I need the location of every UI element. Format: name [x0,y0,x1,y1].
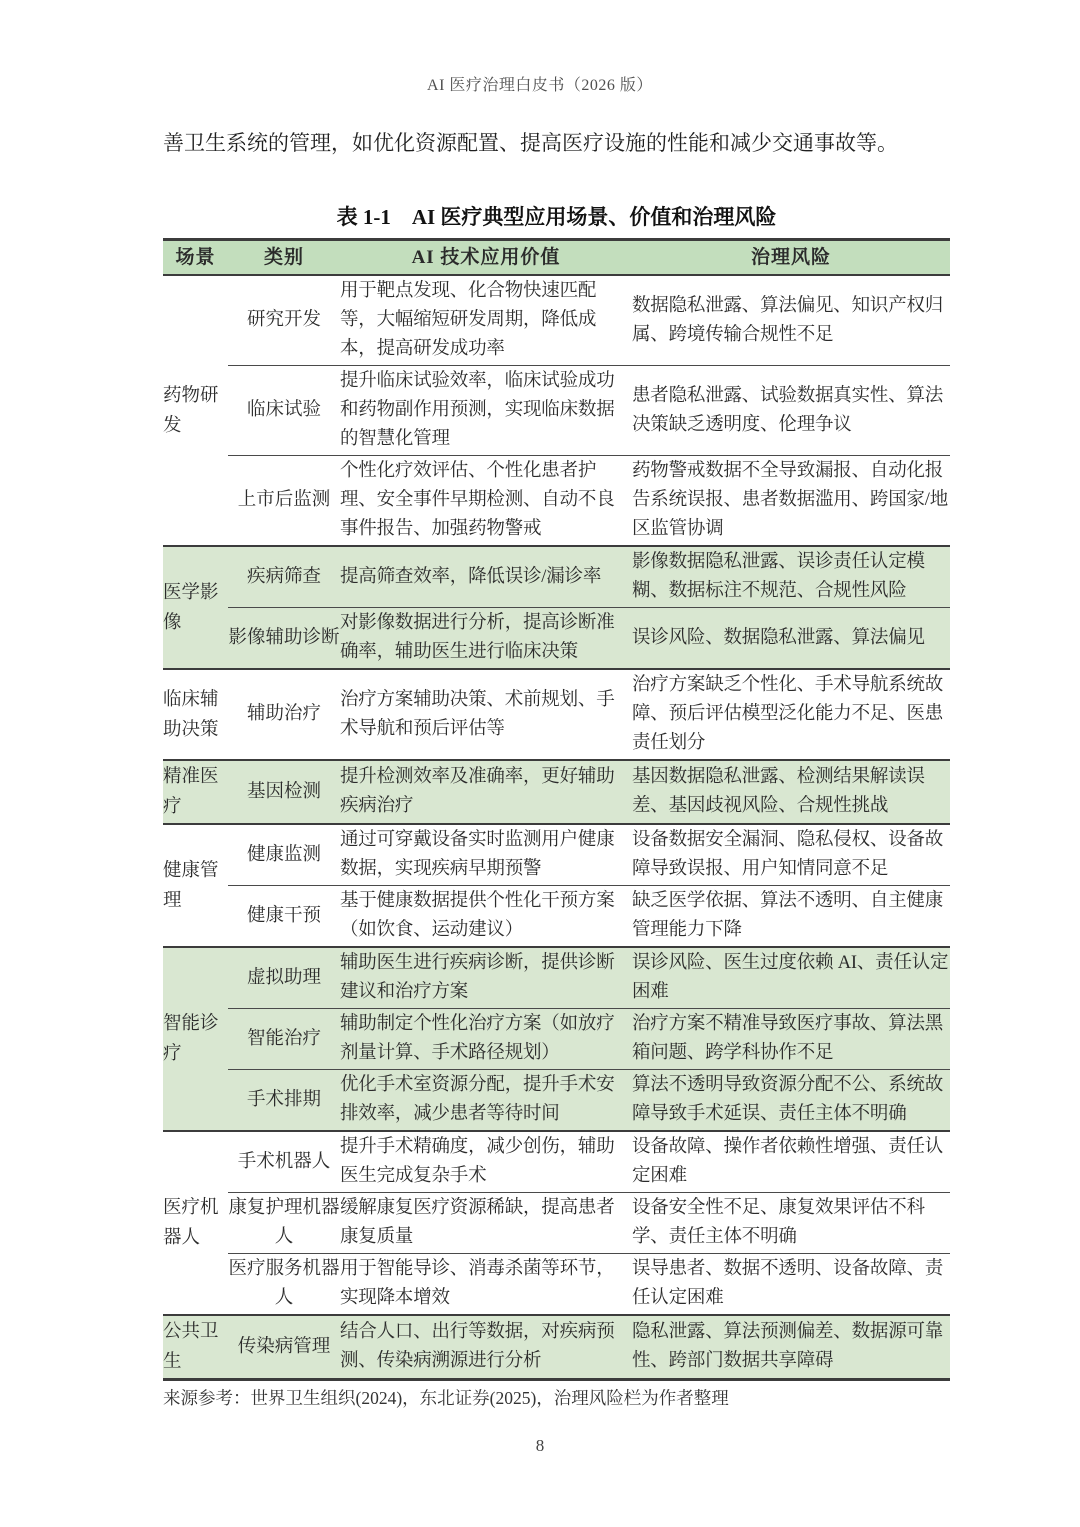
table-row [163,546,950,608]
risk-cell: 设备故障、操作者依赖性增强、责任认定困难 [632,1131,950,1193]
risk-cell: 影像数据隐私泄露、误诊责任认定模糊、数据标注不规范、合规性风险 [632,546,950,608]
scene-cell: 健康管理 [163,824,228,947]
category-cell: 基因检测 [228,760,340,824]
category-cell: 健康监测 [228,824,340,886]
category-cell: 传染病管理 [228,1315,340,1380]
category-cell: 医疗服务机器人 [228,1254,340,1316]
table-row [163,275,950,366]
risk-cell: 药物警戒数据不全导致漏报、自动化报告系统误报、患者数据滥用、跨国家/地区监管协调 [632,456,950,547]
value-cell: 提升临床试验效率，临床试验成功和药物副作用预测，实现临床数据的智慧化管理 [340,366,632,456]
table-header-row [163,240,950,276]
value-cell: 提升检测效率及准确率，更好辅助疾病治疗 [340,760,632,824]
table-row [163,366,950,456]
risk-cell: 缺乏医学依据、算法不透明、自主健康管理能力下降 [632,886,950,948]
category-cell: 研究开发 [228,275,340,366]
risk-cell: 误导患者、数据不透明、设备故障、责任认定困难 [632,1254,950,1316]
scene-cell: 药物研发 [163,275,228,546]
risk-cell: 设备数据安全漏洞、隐私侵权、设备故障导致误报、用户知情同意不足 [632,824,950,886]
value-cell: 优化手术室资源分配，提升手术安排效率，减少患者等待时间 [340,1070,632,1132]
table-row [163,1070,950,1132]
value-cell: 通过可穿戴设备实时监测用户健康数据，实现疾病早期预警 [340,824,632,886]
value-cell: 缓解康复医疗资源稀缺，提高患者康复质量 [340,1193,632,1254]
value-cell: 提升手术精确度，减少创伤，辅助医生完成复杂手术 [340,1131,632,1193]
risk-cell: 基因数据隐私泄露、检测结果解读误差、基因歧视风险、合规性挑战 [632,760,950,824]
table-row [163,1254,950,1316]
value-cell: 用于靶点发现、化合物快速匹配等，大幅缩短研发周期，降低成本，提高研发成功率 [340,275,632,366]
value-cell: 个性化疗效评估、个性化患者护理、安全事件早期检测、自动不良事件报告、加强药物警戒 [340,456,632,547]
application-scenarios-table [163,238,950,1381]
category-cell: 康复护理机器人 [228,1193,340,1254]
scene-cell: 医学影像 [163,546,228,669]
risk-cell: 患者隐私泄露、试验数据真实性、算法决策缺乏透明度、伦理争议 [632,366,950,456]
column-header-scene: 场景 [163,240,228,276]
table-row [163,608,950,670]
scene-cell: 精准医疗 [163,760,228,824]
source-note: 来源参考：世界卫生组织(2024)，东北证券(2025)，治理风险栏为作者整理 [163,1388,729,1408]
table-row [163,886,950,948]
table-header [163,240,950,276]
table-row [163,669,950,760]
table-row [163,1009,950,1070]
risk-cell: 误诊风险、医生过度依赖 AI、责任认定困难 [632,947,950,1009]
scene-cell: 医疗机器人 [163,1131,228,1315]
table-row [163,760,950,824]
category-cell: 影像辅助诊断 [228,608,340,670]
scene-cell: 公共卫生 [163,1315,228,1380]
page-number: 8 [535,1436,545,1455]
scene-cell: 智能诊疗 [163,947,228,1131]
value-cell: 辅助医生进行疾病诊断，提供诊断建议和治疗方案 [340,947,632,1009]
table-row [163,456,950,547]
value-cell: 基于健康数据提供个性化干预方案（如饮食、运动建议） [340,886,632,948]
risk-cell: 设备安全性不足、康复效果评估不科学、责任主体不明确 [632,1193,950,1254]
category-cell: 疾病筛查 [228,546,340,608]
category-cell: 临床试验 [228,366,340,456]
risk-cell: 治疗方案不精准导致医疗事故、算法黑箱问题、跨学科协作不足 [632,1009,950,1070]
table-row [163,824,950,886]
category-cell: 健康干预 [228,886,340,948]
value-cell: 结合人口、出行等数据，对疾病预测、传染病溯源进行分析 [340,1315,632,1380]
risk-cell: 隐私泄露、算法预测偏差、数据源可靠性、跨部门数据共享障碍 [632,1315,950,1380]
category-cell: 手术排期 [228,1070,340,1132]
scene-cell: 临床辅助决策 [163,669,228,760]
column-header-value: AI 技术应用价值 [340,240,632,276]
value-cell: 治疗方案辅助决策、术前规划、手术导航和预后评估等 [340,669,632,760]
value-cell: 辅助制定个性化治疗方案（如放疗剂量计算、手术路径规划） [340,1009,632,1070]
risk-cell: 误诊风险、数据隐私泄露、算法偏见 [632,608,950,670]
table-row [163,947,950,1009]
table-row [163,1193,950,1254]
table-body [163,275,950,1380]
risk-cell: 算法不透明导致资源分配不公、系统故障导致手术延误、责任主体不明确 [632,1070,950,1132]
value-cell: 对影像数据进行分析，提高诊断准确率，辅助医生进行临床决策 [340,608,632,670]
table-row [163,1315,950,1380]
category-cell: 智能治疗 [228,1009,340,1070]
value-cell: 用于智能导诊、消毒杀菌等环节，实现降本增效 [340,1254,632,1316]
category-cell: 上市后监测 [228,456,340,547]
risk-cell: 治疗方案缺乏个性化、手术导航系统故障、预后评估模型泛化能力不足、医患责任划分 [632,669,950,760]
column-header-category: 类别 [228,240,340,276]
category-cell: 手术机器人 [228,1131,340,1193]
table-row [163,1131,950,1193]
risk-cell: 数据隐私泄露、算法偏见、知识产权归属、跨境传输合规性不足 [632,275,950,366]
running-header: AI 医疗治理白皮书（2026 版） [427,77,653,94]
category-cell: 辅助治疗 [228,669,340,760]
table-title: 表 1-1 AI 医疗典型应用场景、价值和治理风险 [336,205,777,229]
intro-paragraph: 善卫生系统的管理，如优化资源配置、提高医疗设施的性能和减少交通事故等。 [163,131,898,155]
column-header-risk: 治理风险 [632,240,950,276]
category-cell: 虚拟助理 [228,947,340,1009]
value-cell: 提高筛查效率，降低误诊/漏诊率 [340,546,632,608]
